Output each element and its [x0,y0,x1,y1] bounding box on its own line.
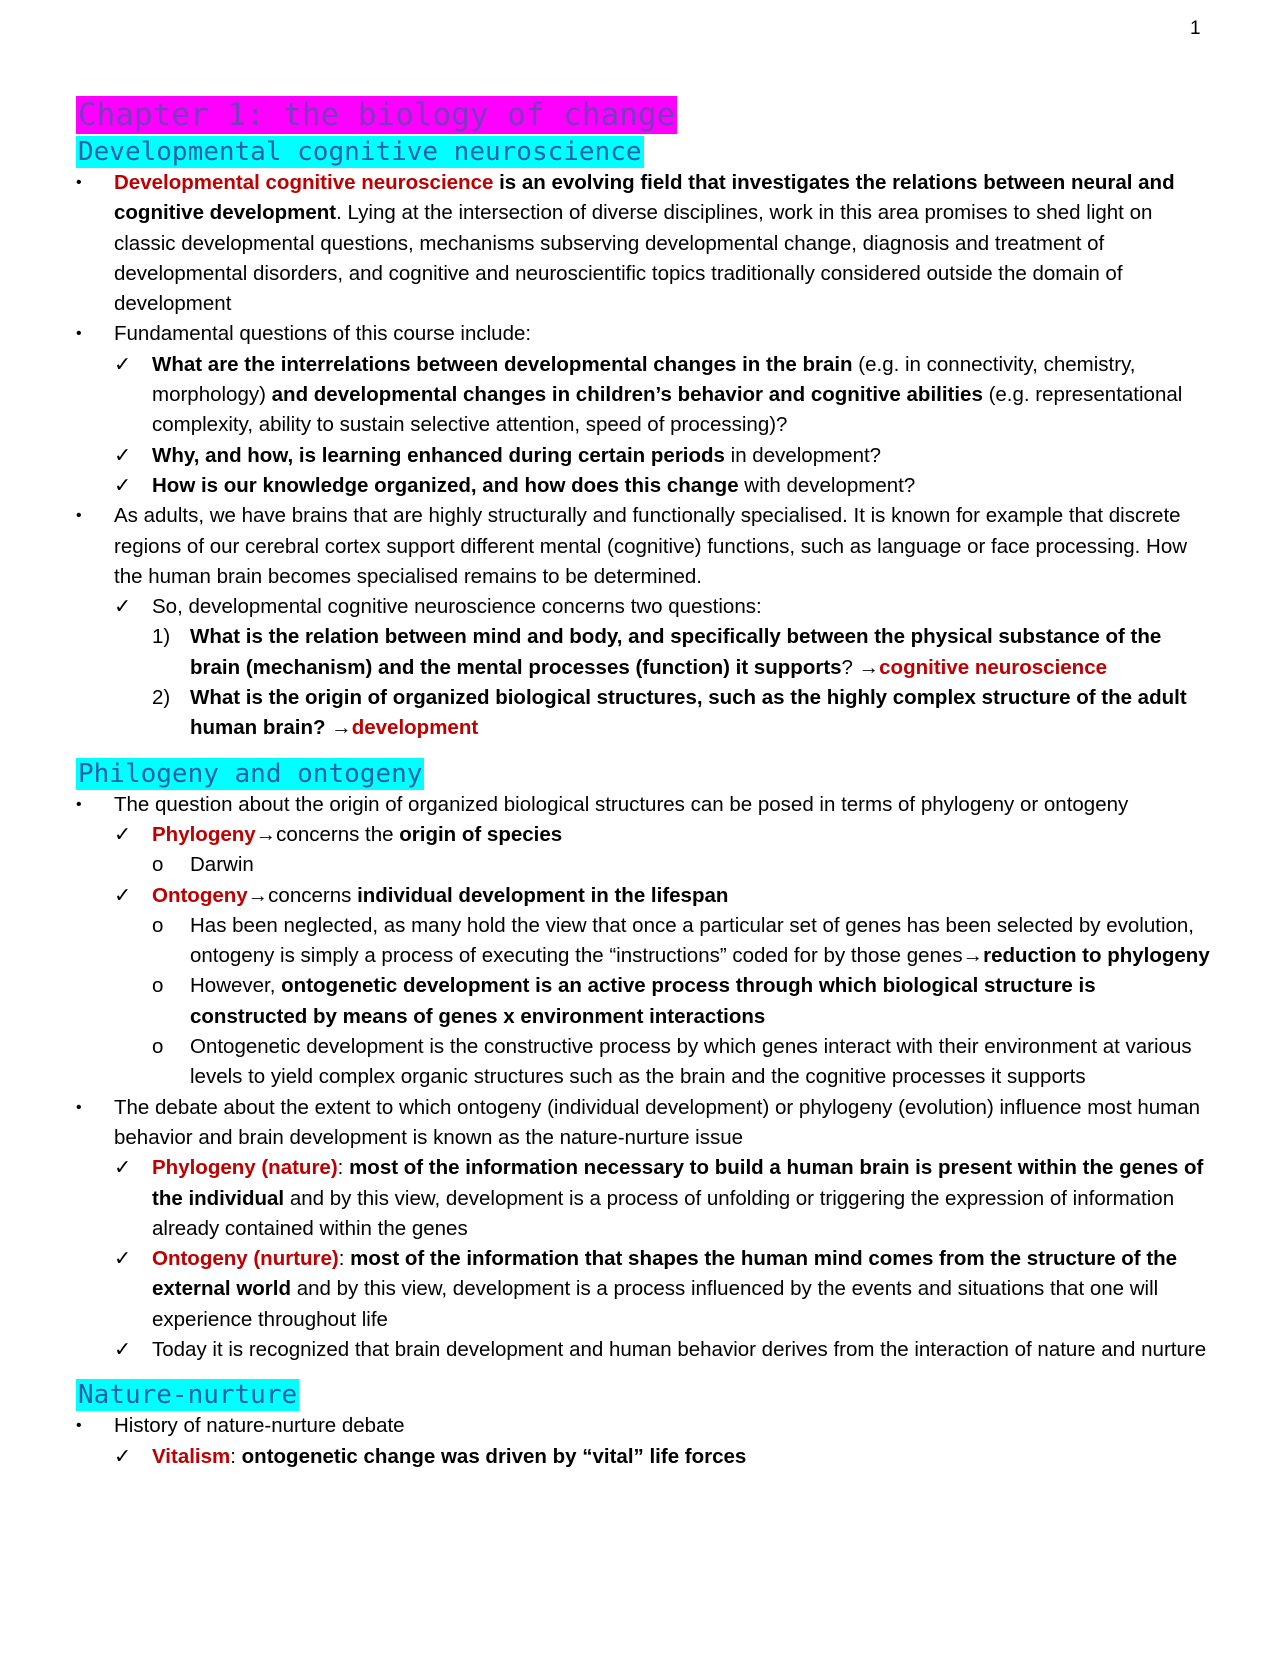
list-item [76,1032,1210,1093]
list-item [76,1442,1210,1472]
list-item [76,1153,1210,1244]
body-text: Fundamental questions of this course include: [114,322,532,346]
list-item [76,881,1210,911]
body-text: : [337,1156,350,1180]
list-item [76,683,1210,744]
list-item [76,622,1210,683]
arrow-icon: → [858,655,880,679]
check-marker: ✓ [114,473,132,497]
body-text: Today it is recognized that brain development and human behavior derives from the interaction of nature and nurture [152,1337,1207,1361]
sub-marker: o [152,974,164,998]
bullet-marker: • [76,507,82,525]
bold-text: origin of species [399,822,563,846]
body-text: and by this view, development is a process influenced by the events and situations that one will experience throughout life [152,1277,1159,1331]
section-heading-phylogeny: Philogeny and ontogeny [78,758,423,789]
check-marker: ✓ [114,352,132,376]
section-heading-wrap [76,1379,1210,1411]
body-text: Ontogenetic development is the constructive process by which genes interact with their environment at various levels to yield complex organic structures such as the brain and the cognitive processes it supports [190,1035,1192,1089]
list-item [76,790,1210,820]
body-text: (e.g. representational complexity, ability to sustain selective attention, speed of processing)? [152,383,1183,437]
key-term: development [351,716,479,740]
bullet-marker: • [76,795,82,813]
bullet-marker: • [76,1417,82,1435]
arrow-icon: → [331,716,352,740]
section-heading-wrap [76,758,1210,790]
key-term: cognitive neuroscience [879,655,1108,679]
bold-text: is an evolving field that investigates the relations between neural and cognitive development [114,171,1175,225]
bold-text: How is our knowledge organized, and how does this change [152,473,739,497]
bold-text: most of the information necessary to build a human brain is present within the genes of the individual [152,1156,1204,1210]
bold-text: most of the information that shapes the human mind comes from the structure of the external world [152,1247,1178,1301]
page-number: 1 [1190,18,1201,39]
list-item [76,1411,1210,1441]
bold-text: individual development in the lifespan [357,883,729,907]
check-marker: ✓ [114,883,132,907]
body-text: The debate about the extent to which ontogeny (individual development) or phylogeny (evolution) influence most human behavior and brain development is known as the nature-nurture issue [114,1095,1201,1149]
check-marker: ✓ [114,822,132,846]
document-body [76,96,1210,1472]
list-item [76,592,1210,622]
list-item [76,441,1210,471]
list-item [76,168,1210,319]
arrow-icon: → [962,944,984,968]
arrow-icon: → [255,822,277,846]
list-item [76,350,1210,441]
body-text: History of nature-nurture debate [114,1414,405,1438]
key-term: Ontogeny (nurture) [152,1247,339,1271]
bullet-marker: • [76,325,82,343]
check-marker: ✓ [114,1156,132,1180]
check-marker: ✓ [114,595,132,619]
list-item [76,850,1210,880]
body-text: So, developmental cognitive neuroscience concerns two questions: [152,595,762,619]
section-heading-wrap [76,136,1210,168]
bold-text: What is the origin of organized biological structures, such as the highly complex structure of the adult human brain? [190,686,1187,740]
sub-marker: o [152,913,164,937]
bold-text: and developmental changes in children’s behavior and cognitive abilities [271,383,983,407]
body-text: concerns the [276,822,400,846]
number-marker: 2) [152,686,171,710]
body-text: with development? [738,473,916,497]
body-text: . Lying at the intersection of diverse disciplines, work in this area promises to shed light on classic developmental questions, mechanisms subserving developmental change, diagnosis and treatment of developmental disorders, and cognitive and neuroscientific topics traditionally considered outside the domain of development [114,201,1153,316]
list-item [76,1093,1210,1154]
bold-text: What is the relation between mind and body, and specifically between the physical substance of the brain (mechanism) and the mental processes (function) it supports [190,625,1162,679]
list-item [76,501,1210,592]
list-item [76,319,1210,349]
key-term: Vitalism [152,1444,231,1468]
key-term: Phylogeny [152,822,256,846]
body-text: Has been neglected, as many hold the view that once a particular set of genes has been selected by evolution, ontogeny is simply a process of executing the “instructions” coded for by those genes [190,913,1194,968]
list-item [76,820,1210,850]
list-item [76,971,1210,1032]
key-term: Developmental cognitive neuroscience [114,171,494,194]
section-heading-nature-nurture: Nature-nurture [78,1380,298,1411]
bold-text: What are the interrelations between developmental changes in the brain [152,352,853,376]
bullet-marker: • [76,1098,82,1116]
chapter-title: Chapter 1: the biology of change [78,97,676,133]
bold-text: ontogenetic development is an active process through which biological structure is constructed by means of genes x environment interactions [190,974,1096,1028]
nature-nurture-list [76,1411,1210,1472]
list-item [76,471,1210,501]
sub-marker: o [152,853,164,877]
list-item [76,1244,1210,1335]
body-text: : [338,1247,351,1271]
bullet-marker: • [76,174,82,191]
check-marker: ✓ [114,443,132,467]
key-term: Phylogeny (nature) [152,1156,338,1180]
arrow-icon: → [247,883,269,907]
number-marker: 1) [152,625,171,649]
body-text: and by this view, development is a process of unfolding or triggering the expression of information already contained within the genes [152,1186,1175,1240]
body-text: The question about the origin of organized biological structures can be posed in terms of phylogeny or ontogeny [114,792,1129,816]
body-text: ? [841,655,859,679]
bold-text: Why, and how, is learning enhanced during certain periods [152,443,725,467]
body-text: Darwin [190,853,254,877]
body-text: However, [190,974,282,998]
check-marker: ✓ [114,1247,132,1271]
bold-text: reduction to phylogeny [983,944,1210,968]
list-item [76,1335,1210,1365]
key-term: Ontogeny [152,883,248,907]
sub-marker: o [152,1035,164,1059]
dcn-list [76,168,1210,744]
bold-text: ontogenetic change was driven by “vital” life forces [241,1444,747,1468]
section-heading-dcn: Developmental cognitive neuroscience [78,137,642,167]
check-marker: ✓ [114,1444,132,1468]
chapter-title-wrap [76,96,1210,134]
body-text: in development? [724,443,882,467]
list-item [76,911,1210,972]
body-text: concerns [268,883,358,907]
check-marker: ✓ [114,1337,132,1361]
body-text: : [230,1444,242,1468]
body-text: (e.g. in connectivity, chemistry, morphology) [152,352,1136,407]
phylogeny-list [76,790,1210,1366]
body-text: As adults, we have brains that are highly structurally and functionally specialised. It is known for example that discrete regions of our cerebral cortex support different mental (cognitive) functions, such as language or face processing. How the human brain becomes specialised remains to be determined. [114,504,1188,588]
